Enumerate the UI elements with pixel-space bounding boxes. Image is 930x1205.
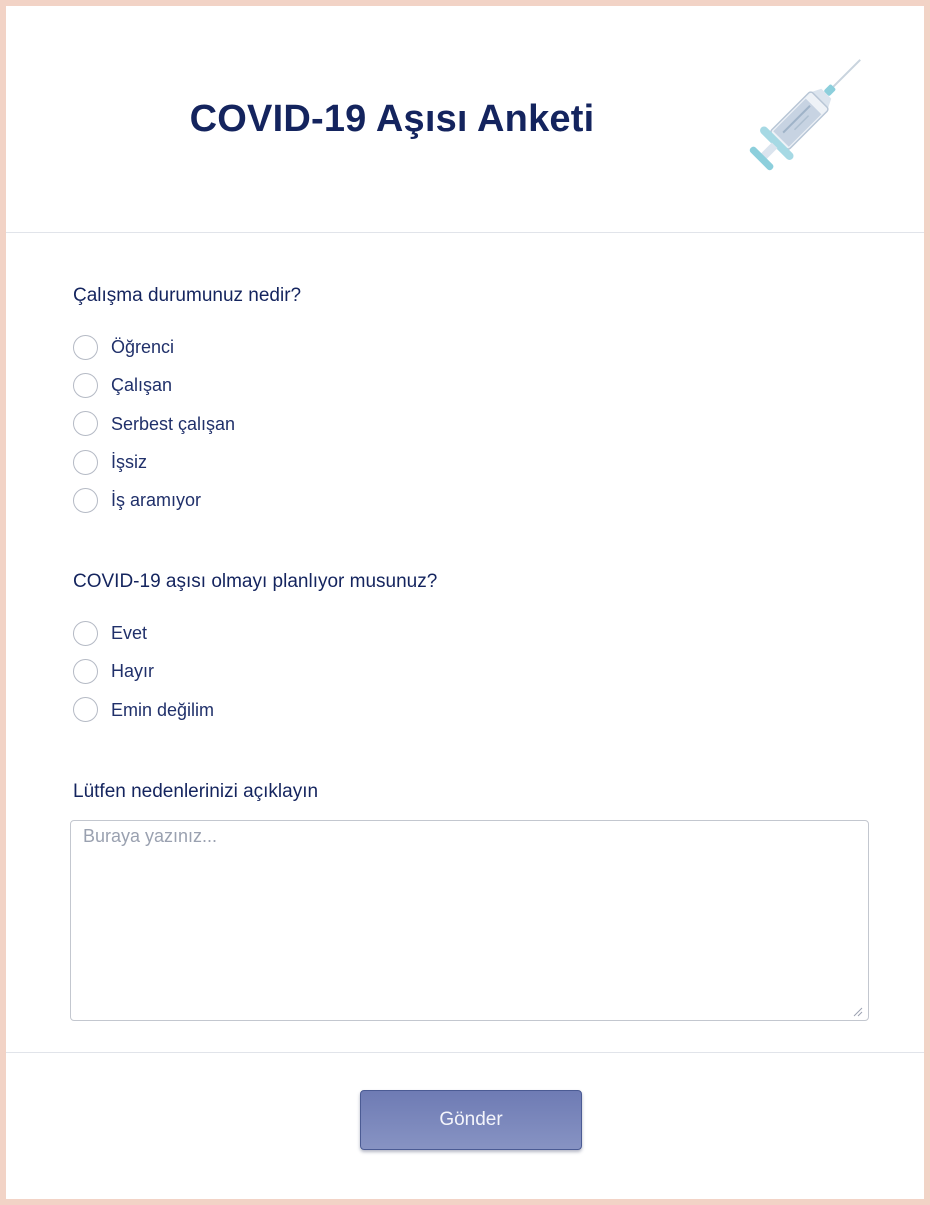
vaccine-plan-question (73, 570, 437, 729)
form-header (6, 6, 924, 233)
radio-option-calisan[interactable] (73, 366, 301, 404)
radio-option-serbest-calisan[interactable] (73, 405, 301, 443)
radio-button[interactable] (73, 450, 98, 475)
page-title: COVID-19 Aşısı Anketi (189, 98, 595, 140)
question-label: COVID-19 aşısı olmayı planlıyor musunuz? (73, 571, 438, 592)
radio-button[interactable] (73, 697, 98, 722)
option-label: Çalışan (111, 375, 173, 396)
question-label: Lütfen nedenlerinizi açıklayın (73, 781, 319, 802)
radio-option-issiz[interactable] (73, 443, 301, 481)
radio-button[interactable] (73, 335, 98, 360)
option-label: İşsiz (111, 452, 147, 473)
radio-button[interactable] (73, 621, 98, 646)
radio-option-emin-degilim[interactable] (73, 691, 437, 729)
radio-button[interactable] (73, 488, 98, 513)
option-label: Öğrenci (111, 337, 175, 358)
radio-button[interactable] (73, 411, 98, 436)
radio-button[interactable] (73, 659, 98, 684)
syringe-icon (730, 54, 866, 190)
radio-option-hayir[interactable] (73, 652, 437, 690)
form-footer-divider (6, 1052, 924, 1053)
submit-button[interactable]: Gönder (360, 1090, 582, 1150)
question-label: Çalışma durumunuz nedir? (73, 285, 302, 306)
reasons-textarea[interactable] (70, 820, 869, 1021)
radio-button[interactable] (73, 373, 98, 398)
option-label: Evet (111, 623, 148, 644)
employment-question (73, 284, 301, 519)
option-label: İş aramıyor (111, 490, 202, 511)
option-label: Serbest çalışan (111, 413, 236, 434)
radio-option-evet[interactable] (73, 614, 437, 652)
reasons-question (73, 780, 318, 824)
radio-option-is-aramiyor[interactable] (73, 481, 301, 519)
option-label: Hayır (111, 661, 155, 682)
option-label: Emin değilim (111, 699, 215, 720)
radio-option-ogrenci[interactable] (73, 328, 301, 366)
resize-grip-icon[interactable] (853, 1007, 863, 1017)
